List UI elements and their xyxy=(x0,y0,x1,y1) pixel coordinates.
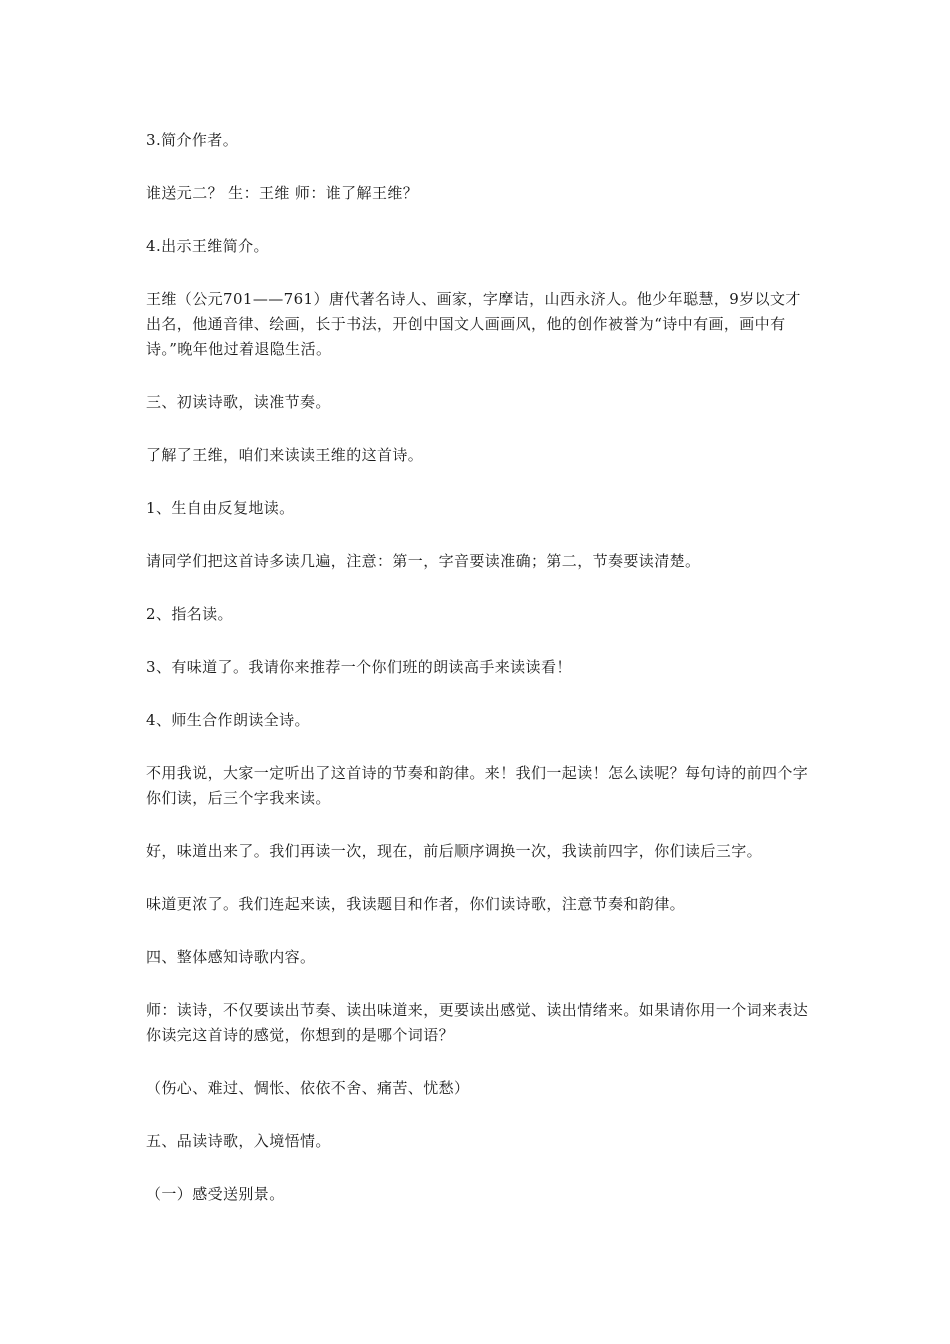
step-free-reading: 1、生自由反复地读。 xyxy=(146,499,295,517)
paragraph-wangwei-bio: 王维（公元701——761）唐代著名诗人、画家，字摩诘，山西永济人。他少年聪慧，9岁以文才出名，他通音律、绘画，长于书法，开创中国文人画画风，他的创作被誉为“诗中有画，画中有诗。”晚年他过着退隐生活。 xyxy=(146,290,801,358)
section-heading-4: 四、整体感知诗歌内容。 xyxy=(146,948,316,966)
paragraph-intro-author: 3.简介作者。 xyxy=(146,131,239,149)
paragraph-read-poem: 了解了王维，咱们来读读王维的这首诗。 xyxy=(146,446,424,464)
paragraph-feeling-words: （伤心、难过、惆怅、依依不舍、痛苦、忧愁） xyxy=(146,1079,470,1097)
paragraph-who-sends: 谁送元二？ 生：王维 师：谁了解王维？ xyxy=(146,184,419,202)
document-body xyxy=(146,128,811,1235)
subsection-heading-1: （一）感受送别景。 xyxy=(146,1185,285,1203)
section-heading-5: 五、品读诗歌，入境悟情。 xyxy=(146,1132,331,1150)
paragraph-swap-order: 好，味道出来了。我们再读一次，现在，前后顺序调换一次，我读前四字，你们读后三字。 xyxy=(146,842,763,860)
step-cooperative-reading: 4、师生合作朗读全诗。 xyxy=(146,711,310,729)
paragraph-feeling-question: 师：读诗，不仅要读出节奏、读出味道来，更要读出感觉、读出情绪来。如果请你用一个词来表达你读完这首诗的感觉，你想到的是哪个词语？ xyxy=(146,1001,809,1044)
paragraph-show-intro: 4.出示王维简介。 xyxy=(146,237,269,255)
section-heading-3: 三、初读诗歌，读准节奏。 xyxy=(146,393,331,411)
step-named-reading: 2、指名读。 xyxy=(146,605,233,623)
paragraph-rhythm: 不用我说，大家一定听出了这首诗的节奏和韵律。来！我们一起读！怎么读呢？每句诗的前四个字你们读，后三个字我来读。 xyxy=(146,764,809,807)
paragraph-instructions: 请同学们把这首诗多读几遍，注意：第一，字音要读准确；第二，节奏要读清楚。 xyxy=(146,552,701,570)
paragraph-read-together: 味道更浓了。我们连起来读，我读题目和作者，你们读诗歌，注意节奏和韵律。 xyxy=(146,895,686,913)
step-recommend-reader: 3、有味道了。我请你来推荐一个你们班的朗读高手来读读看！ xyxy=(146,658,572,676)
